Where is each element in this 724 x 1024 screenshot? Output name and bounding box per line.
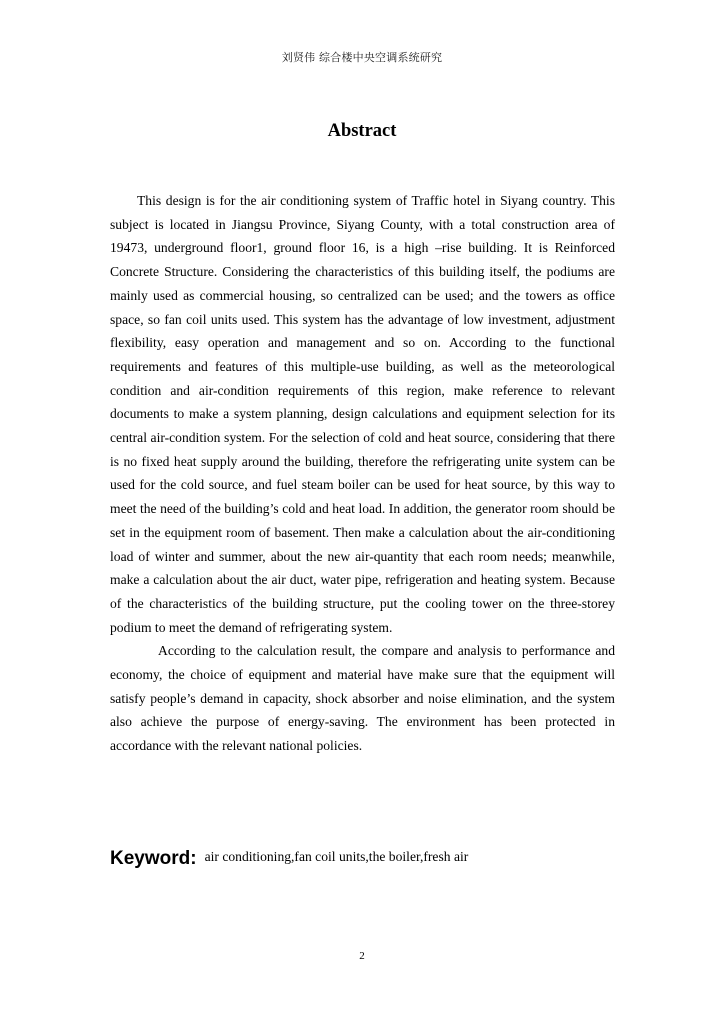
running-header: 刘贤伟 综合楼中央空调系统研究 [281, 51, 443, 64]
page-number: 2 [359, 950, 365, 962]
keyword-values: air conditioning,fan coil units,the boiler,fresh air [204, 849, 469, 864]
abstract-body [110, 189, 615, 758]
abstract-paragraph-2: According to the calculation result, the compare and analysis to performance and economy, the choice of equipment and material have make sure that the equipment will satisfy people’s demand in capacity, shock absorber and noise elimination, and the system also achieve the purpose of energy-saving. The environment has been protected in accordance with the relevant national policies. [110, 643, 615, 754]
page-title: Abstract [327, 121, 397, 141]
keyword-line [110, 848, 615, 870]
abstract-paragraph-1: This design is for the air conditioning system of Traffic hotel in Siyang country. This subject is located in Jiangsu Province, Siyang County, with a total construction area of 19473, underground floor1, ground floor 16, is a high –rise building. It is Reinforced Concrete Structure. Considering the characteristics of this building itself, the podiums are mainly used as commercial housing, so centralized can be used; and the towers as office space, so fan coil units used. This system has the advantage of low investment, adjustment flexibility, easy operation and management and so on. According to the functional requirements and features of this multiple-use building, as well as the meteorological condition and air-condition requirements of this region, make reference to relevant documents to make a system planning, design calculations and equipment selection for its central air-condition system. For the selection of cold and heat source, considering that there is no fixed heat supply around the building, therefore the refrigerating unite system can be used for the cold source, and fuel steam boiler can be used for heat source, by this way to meet the need of the building’s cold and heat load. In addition, the generator room should be set in the equipment room of basement. Then make a calculation about the air-conditioning load of winter and summer, about the new air-quantity that each room needs; meanwhile, make a calculation about the air duct, water pipe, refrigeration and heating system. Because of the characteristics of the building structure, put the cooling tower on the three-storey podium to meet the demand of refrigerating system. [110, 193, 615, 635]
keyword-label: Keyword: [110, 848, 197, 869]
